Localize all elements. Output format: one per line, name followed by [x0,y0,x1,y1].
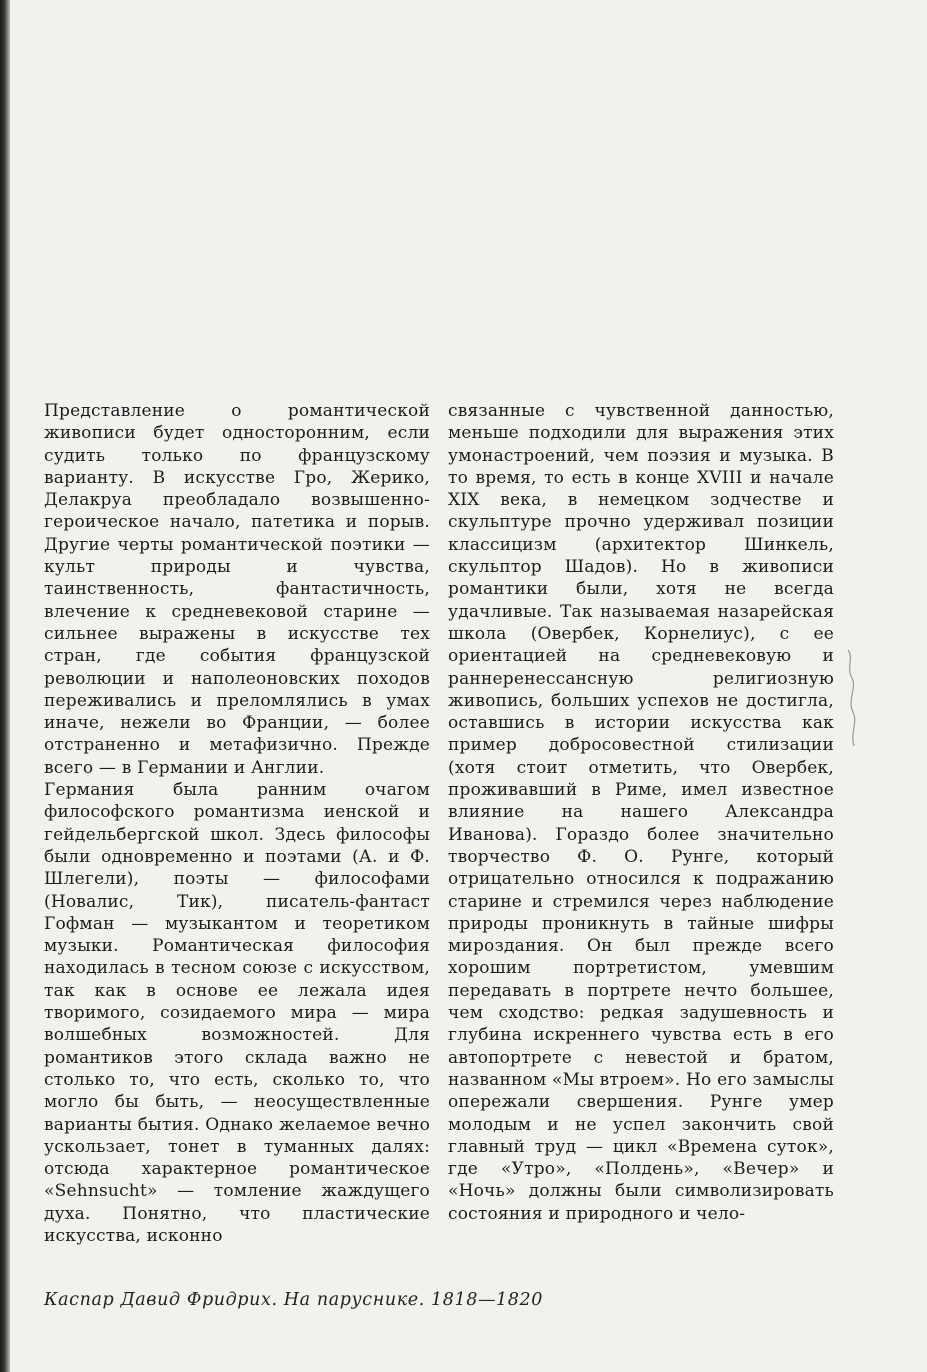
pencil-margin-mark [842,648,862,748]
text-column-left [44,400,430,1247]
page-binding-edge [0,0,10,1372]
text-column-right [448,400,834,1225]
paragraph-germany: Германия была ранним очагом философского романтизма иенской и гейдельбергской школ. Здесь философы были одновременно и поэтами (А. и Ф. Шлегели), поэты — философами (Новалис, Тик), писатель-фантаст Гофман — музыкантом и теоретиком музыки. Романтическая философия находилась в тесном союзе с искусством, так как в основе ее лежала идея творимого, созидаемого мира — мира волшебных возможностей. Для романтиков этого склада важно не столько то, что есть, сколько то, что могло бы быть, — неосуществленные варианты бытия. Однако желаемое вечно ускользает, тонет в туманных далях: отсюда характерное романтическое «Sehnsucht» — томление жаждущего духа. Понятно, что пластические искусства, исконно [44,780,430,1246]
paragraph-continuation: связанные с чувственной данностью, меньше подходили для выражения этих умонастроений, чем поэзия и музыка. В то время, то есть в конце XVIII и начале XIX века, в немецком зодчестве и скульптуре прочно удерживал позиции классицизм (архитектор Шинкель, скульптор Шадов). Но в живописи романтики были, хотя не всегда удачливые. Так называемая назарейская школа (Овербек, Корнелиус), с ее ориентацией на средневековую и раннеренессансную религиозную живопись, больших успехов не достигла, оставшись в истории искусства как пример добросовестной стилизации (хотя стоит отметить, что Овербек, проживавший в Риме, имел известное влияние на нашего Александра Иванова). Гораздо более значительно творчество Ф. О. Рунге, который отрицательно относился к подражанию старине и стремился через наблюдение природы проникнуть в тайные шифры мироздания. Он был прежде всего хорошим портретистом, умевшим передавать в портрете нечто большее, чем сходство: редкая задушевность и глубина искреннего чувства есть в его автопортрете с невестой и братом, названном «Мы втроем». Но его замыслы опережали свершения. Рунге умер молодым и не успел закончить свой главный труд — цикл «Времена суток», где «Утро», «Полдень», «Вечер» и «Ночь» должны были символизировать состояния и природного и чело- [448,401,834,1224]
paragraph-intro: Представление о романтической живописи будет односторонним, если судить только по французскому варианту. В искусстве Гро, Жерико, Делакруа преобладало возвышенно-героическое начало, патетика и порыв. Другие черты романтической поэтики — культ природы и чувства, таинственность, фантастичность, влечение к средневековой старине — сильнее выражены в искусстве тех стран, где события французской революции и наполеоновских походов переживались и преломлялись в умах иначе, нежели во Франции, — более отстраненно и метафизично. Прежде всего — в Германии и Англии. [44,401,430,778]
figure-caption: Каспар Давид Фридрих. На паруснике. 1818—1820 [44,1290,543,1310]
